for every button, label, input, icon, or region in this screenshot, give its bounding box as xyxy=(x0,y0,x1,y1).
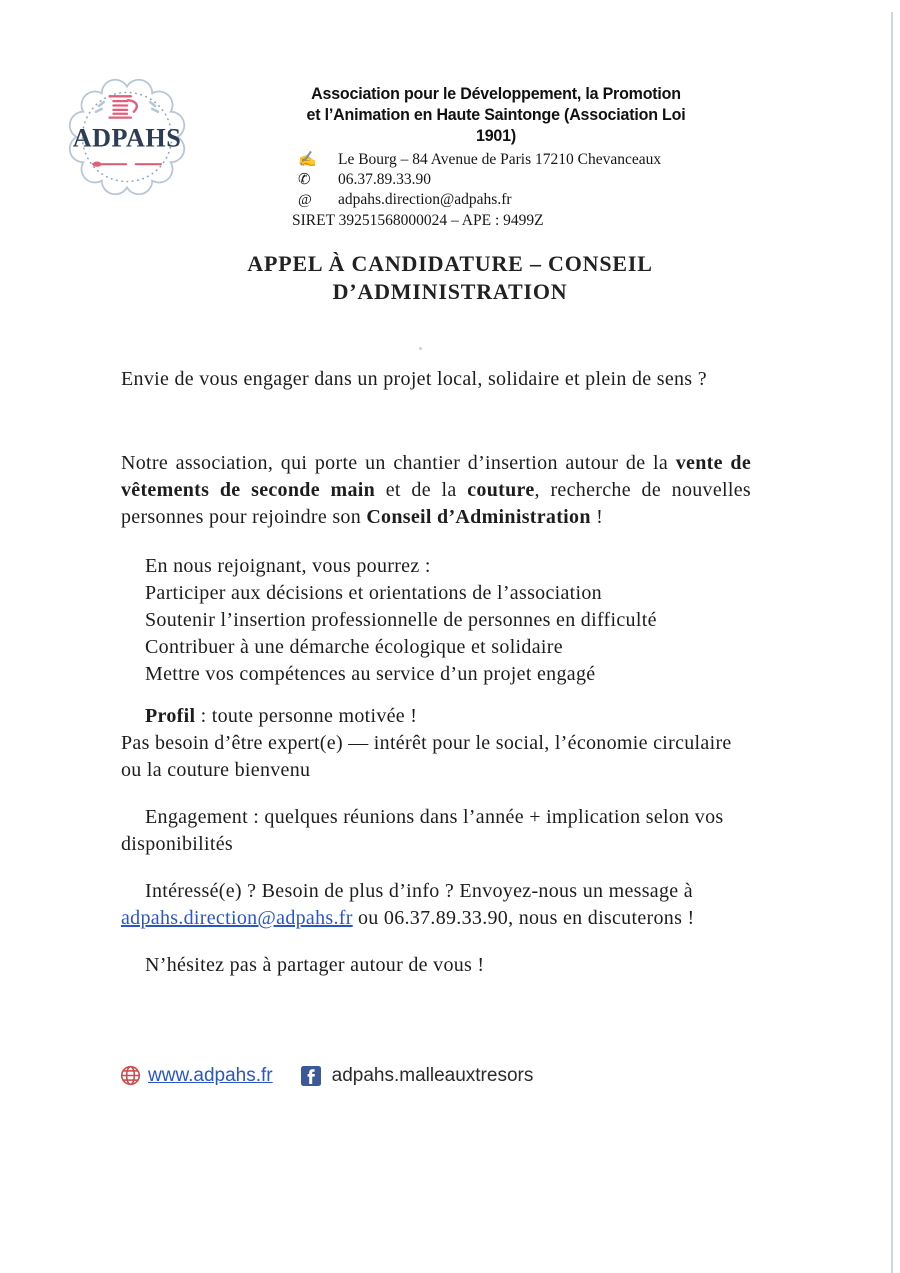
list-item: Contribuer à une démarche écologique et solidaire xyxy=(145,636,563,658)
at-icon: @ xyxy=(298,192,312,208)
logo-acronym: ADPAHS xyxy=(72,123,182,153)
email-row xyxy=(292,190,700,210)
share-paragraph: N’hésitez pas à partager autour de vous ! xyxy=(145,954,485,976)
phone-icon: ✆ xyxy=(298,172,311,188)
scan-artifact xyxy=(419,347,422,350)
profil-label: Profil xyxy=(145,705,196,727)
profil-rest: : toute personne motivée ! xyxy=(195,705,418,727)
title-line1: APPEL À CANDIDATURE – CONSEIL xyxy=(247,251,653,276)
list-item: Soutenir l’insertion professionnelle de personnes en difficulté xyxy=(145,609,657,631)
document-title xyxy=(121,250,779,306)
intro-paragraph: Envie de vous engager dans un projet local, solidaire et plein de sens ? xyxy=(121,368,707,390)
phone-text: 06.37.89.33.90 xyxy=(338,171,431,188)
org-name-line2: et l’Animation en Haute Saintonge (Association Loi 1901) xyxy=(306,106,686,145)
para2-seg7: ! xyxy=(590,506,604,528)
letterhead xyxy=(292,84,700,231)
contact-pre: Intéressé(e) ? Besoin de plus d’info ? Envoyez-nous un message à xyxy=(145,880,693,902)
para2-seg3: et de la xyxy=(375,479,468,501)
association-paragraph xyxy=(121,450,751,531)
footer xyxy=(119,1064,533,1087)
contact-post: ou 06.37.89.33.90, nous en discuterons ! xyxy=(352,907,695,929)
para2-seg1: Notre association, qui porte un chantier d’insertion autour de la xyxy=(121,452,676,474)
org-name-line1: Association pour le Développement, la Promotion xyxy=(311,85,681,103)
para2-bold-vente: vente de vêtements de seconde main xyxy=(121,452,751,501)
page-edge-shadow xyxy=(891,12,893,1273)
globe-icon xyxy=(119,1064,142,1087)
address-row xyxy=(292,150,700,170)
siret-line: SIRET 39251568000024 – APE : 9499Z xyxy=(292,212,544,229)
adpahs-badge-icon xyxy=(64,74,190,200)
facebook-handle: adpahs.malleauxtresors xyxy=(331,1064,534,1086)
letter-body xyxy=(121,366,751,979)
engagement-paragraph: Engagement : quelques réunions dans l’année + implication selon vos disponibilités xyxy=(121,806,724,855)
contact-rows xyxy=(292,150,700,210)
list-heading: En nous rejoignant, vous pourrez : xyxy=(145,555,431,577)
address-hand-icon: ✍ xyxy=(298,152,317,168)
address-text: Le Bourg – 84 Avenue de Paris 17210 Chevanceaux xyxy=(338,151,662,168)
title-line2: D’ADMINISTRATION xyxy=(332,279,568,304)
email-link[interactable]: adpahs.direction@adpahs.fr xyxy=(121,907,353,929)
para2-bold-conseil: Conseil d’Administration xyxy=(366,506,591,528)
contact-paragraph xyxy=(121,878,751,932)
phone-row xyxy=(292,170,700,190)
website-link[interactable]: www.adpahs.fr xyxy=(148,1064,273,1086)
profil-detail: Pas besoin d’être expert(e) — intérêt pour le social, l’économie circulaire ou la couture bienvenu xyxy=(121,732,732,781)
list-item: Mettre vos compétences au service d’un projet engagé xyxy=(145,663,596,685)
para2-seg5: , recherche de nouvelles personnes pour rejoindre son xyxy=(121,479,751,528)
facebook-icon xyxy=(301,1066,321,1086)
para2-bold-couture: couture xyxy=(467,479,535,501)
profil-line xyxy=(121,703,751,730)
list-item: Participer aux décisions et orientations de l’association xyxy=(145,582,602,604)
benefits-list xyxy=(145,553,751,688)
adpahs-logo xyxy=(64,74,190,200)
header-email-text: adpahs.direction@adpahs.fr xyxy=(338,191,512,208)
